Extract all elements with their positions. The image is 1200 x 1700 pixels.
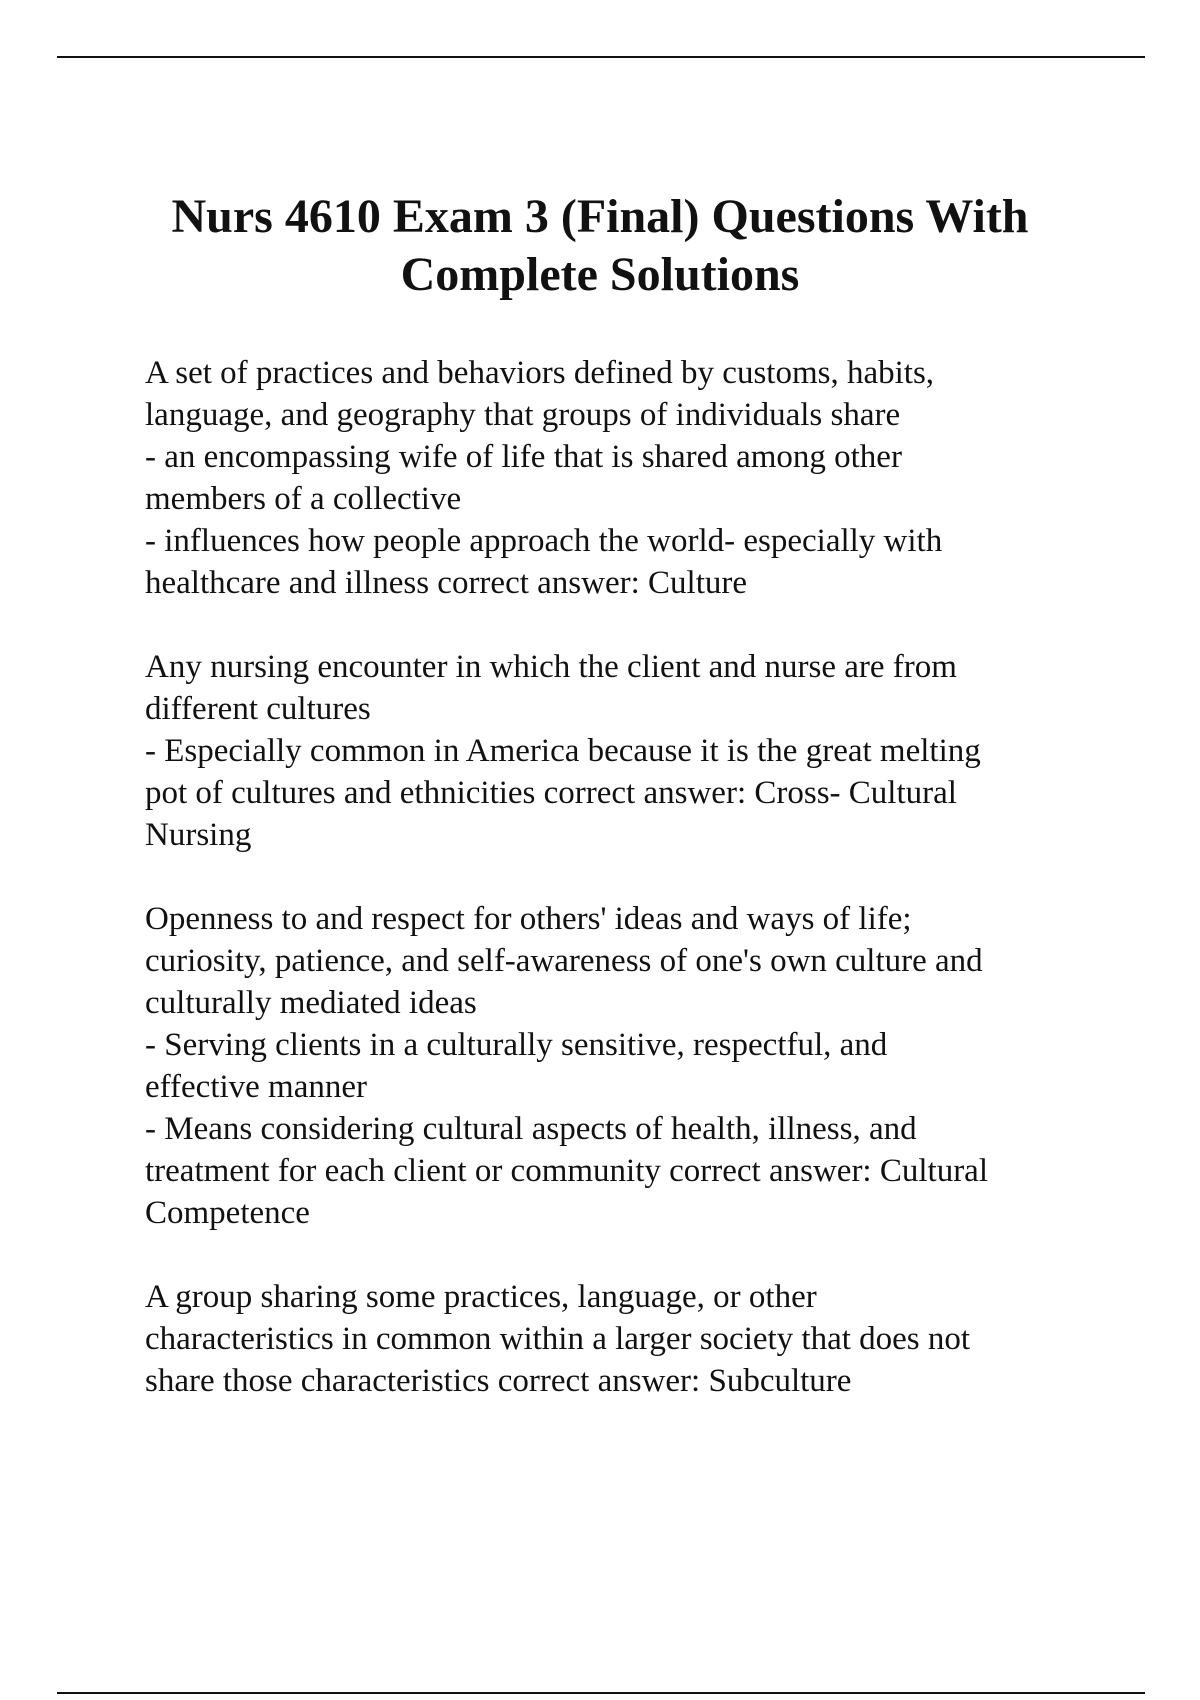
qa-line: Any nursing encounter in which the client and nurse are from bbox=[145, 649, 957, 685]
qa-line: healthcare and illness correct answer: Culture bbox=[145, 565, 747, 601]
qa-line: effective manner bbox=[145, 1069, 368, 1105]
qa-line: Openness to and respect for others' ideas and ways of life; bbox=[145, 901, 912, 937]
qa-line: - Means considering cultural aspects of health, illness, and bbox=[145, 1111, 917, 1147]
qa-line: characteristics in common within a larger society that does not bbox=[145, 1321, 971, 1357]
qa-line: culturally mediated ideas bbox=[145, 985, 477, 1021]
qa-item-subculture bbox=[145, 1276, 1105, 1402]
qa-item-culture bbox=[145, 352, 1105, 604]
qa-line: pot of cultures and ethnicities correct answer: Cross- Cultural bbox=[145, 775, 957, 811]
qa-line: - an encompassing wife of life that is shared among other bbox=[145, 439, 902, 475]
qa-line: Nursing bbox=[145, 817, 252, 853]
qa-item-cross-cultural-nursing bbox=[145, 646, 1105, 856]
title-line: Nurs 4610 Exam 3 (Final) Questions With bbox=[171, 190, 1029, 243]
qa-line: - Serving clients in a culturally sensitive, respectful, and bbox=[145, 1027, 888, 1063]
qa-line: different cultures bbox=[145, 691, 371, 727]
qa-line: members of a collective bbox=[145, 481, 462, 517]
qa-line: Competence bbox=[145, 1195, 310, 1231]
qa-line: curiosity, patience, and self-awareness of one's own culture and bbox=[145, 943, 983, 979]
qa-line: language, and geography that groups of individuals share bbox=[145, 397, 901, 433]
qa-line: share those characteristics correct answer: Subculture bbox=[145, 1363, 852, 1399]
qa-line: A group sharing some practices, language, or other bbox=[145, 1279, 817, 1315]
qa-line: treatment for each client or community correct answer: Cultural bbox=[145, 1153, 988, 1189]
top-divider bbox=[57, 56, 1145, 58]
bottom-divider bbox=[57, 1692, 1145, 1694]
page-title bbox=[120, 188, 1080, 304]
qa-line: A set of practices and behaviors defined by customs, habits, bbox=[145, 355, 935, 391]
qa-list bbox=[145, 352, 1105, 1444]
qa-item-cultural-competence bbox=[145, 898, 1105, 1234]
title-line: Complete Solutions bbox=[400, 248, 800, 301]
qa-line: - influences how people approach the world- especially with bbox=[145, 523, 943, 559]
qa-line: - Especially common in America because it is the great melting bbox=[145, 733, 981, 769]
